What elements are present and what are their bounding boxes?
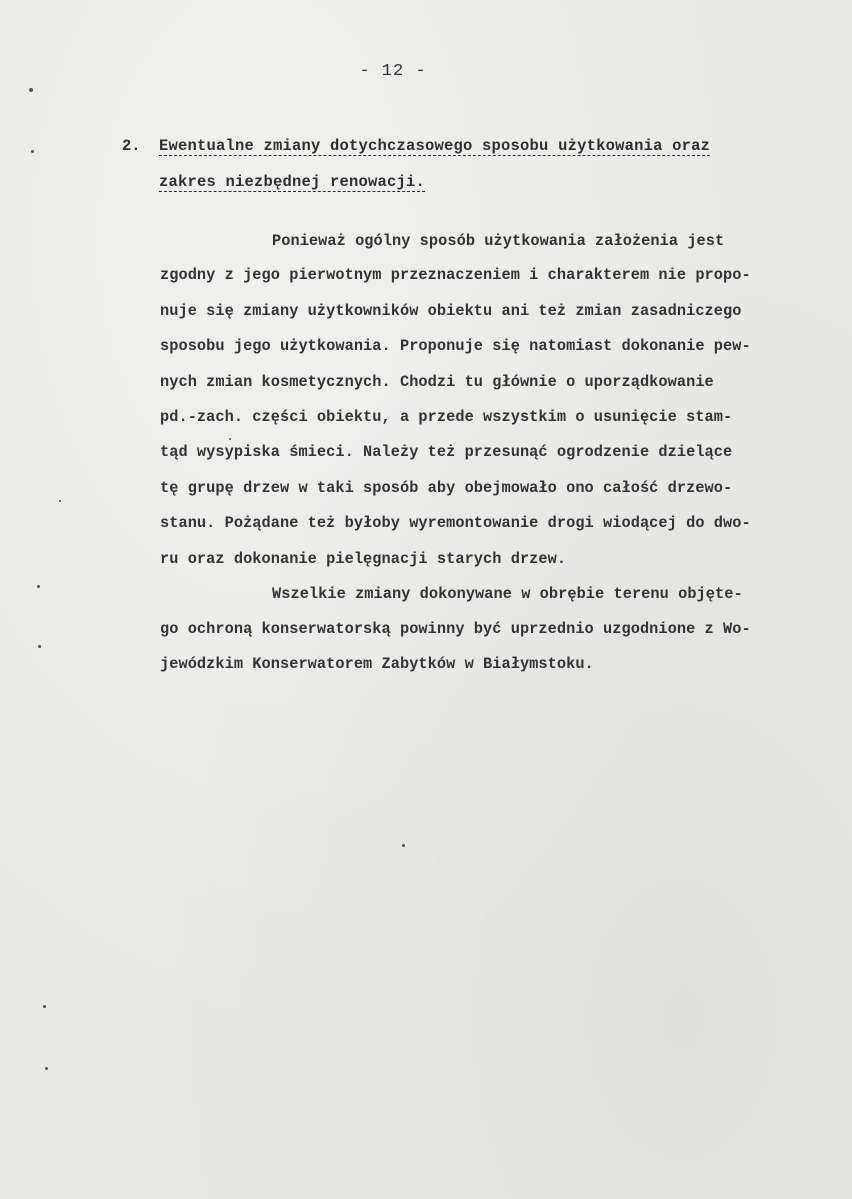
section-title-line-2: zakres niezbędnej renowacji. bbox=[159, 173, 426, 191]
body-line-4: sposobu jego użytkowania. Proponuje się natomiast dokonanie pew- bbox=[160, 337, 751, 355]
section-number: 2. bbox=[122, 137, 141, 155]
page-number: - 12 - bbox=[359, 62, 427, 81]
scan-speck bbox=[43, 1005, 46, 1008]
body-line-1: Ponieważ ogólny sposób użytkowania założenia jest bbox=[272, 232, 725, 250]
scan-speck bbox=[59, 500, 61, 502]
scan-speck bbox=[29, 88, 33, 92]
body-line-13: jewódzkim Konserwatorem Zabytków w Białymstoku. bbox=[160, 655, 594, 673]
scan-speck bbox=[37, 585, 40, 588]
body-line-9: stanu. Pożądane też byłoby wyremontowanie drogi wiodącej do dwo- bbox=[160, 514, 751, 532]
body-line-8: tę grupę drzew w taki sposób aby obejmowało ono całość drzewo- bbox=[160, 479, 733, 497]
body-line-6: pd.-zach. części obiektu, a przede wszystkim o usunięcie stam- bbox=[160, 408, 733, 426]
body-line-10: ru oraz dokonanie pielęgnacji starych drzew. bbox=[160, 550, 567, 568]
section-title-line-1: Ewentualne zmiany dotychczasowego sposobu użytkowania oraz bbox=[159, 137, 711, 155]
body-line-7: tąd wysypiska śmieci. Należy też przesunąć ogrodzenie dzielące bbox=[160, 443, 733, 461]
body-line-5: nych zmian kosmetycznych. Chodzi tu głównie o uporządkowanie bbox=[160, 373, 714, 391]
body-line-12: go ochroną konserwatorską powinny być uprzednio uzgodnione z Wo- bbox=[160, 620, 751, 638]
body-line-2: zgodny z jego pierwotnym przeznaczeniem i charakterem nie propo- bbox=[160, 266, 751, 284]
scan-speck bbox=[45, 1067, 48, 1070]
scan-speck bbox=[402, 844, 405, 847]
scan-speck bbox=[38, 645, 41, 648]
scan-speck bbox=[31, 150, 34, 153]
body-line-11: Wszelkie zmiany dokonywane w obrębie terenu objęte- bbox=[272, 585, 743, 603]
body-line-3: nuje się zmiany użytkowników obiektu ani też zmian zasadniczego bbox=[160, 302, 742, 320]
scan-speck bbox=[229, 438, 231, 440]
